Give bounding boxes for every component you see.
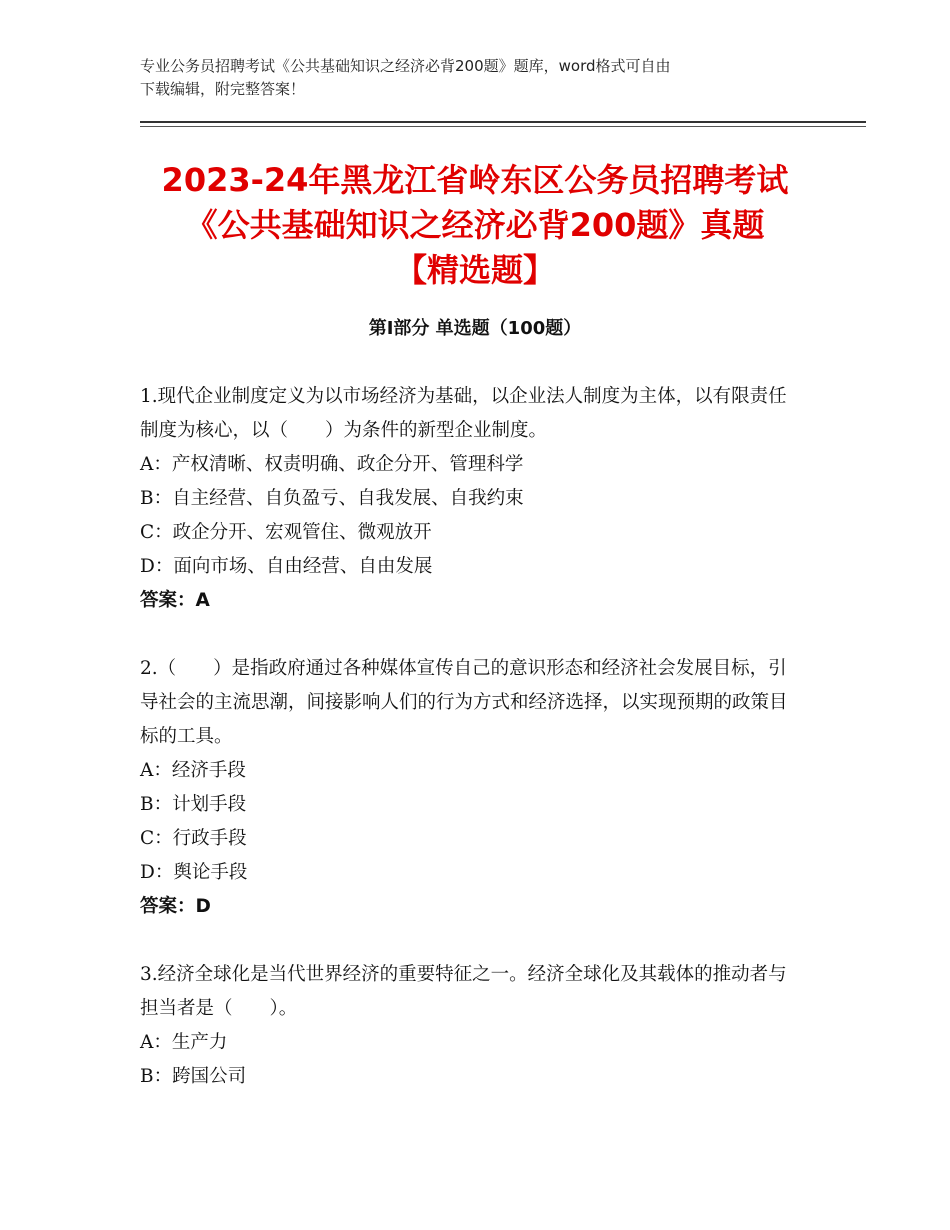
question-stem: 1.现代企业制度定义为以市场经济为基础，以企业法人制度为主体，以有限责任制度为核心，以（ ）为条件的新型企业制度。 bbox=[140, 386, 787, 441]
option-a: A：生产力 bbox=[140, 1032, 228, 1053]
answer-label: 答案：D bbox=[140, 896, 211, 917]
option-b: B：自主经营、自负盈亏、自我发展、自我约束 bbox=[140, 488, 524, 509]
header-note: 专业公务员招聘考试《公共基础知识之经济必背200题》题库，word格式可自由 下载编辑，附完整答案！ bbox=[140, 57, 671, 98]
title-line: 【精选题】 bbox=[394, 251, 555, 289]
option-a: A：产权清晰、权责明确、政企分开、管理科学 bbox=[140, 454, 524, 475]
option-d: D：舆论手段 bbox=[140, 862, 248, 883]
header-divider-thick bbox=[140, 121, 866, 123]
option-a: A：经济手段 bbox=[140, 760, 246, 781]
answer-label: 答案：A bbox=[140, 590, 210, 611]
option-c: C：政企分开、宏观管住、微观放开 bbox=[140, 522, 432, 543]
section-title: 第Ⅰ部分 单选题（100题） bbox=[368, 318, 582, 339]
document-title bbox=[120, 158, 830, 293]
question-stem: 2.（ ）是指政府通过各种媒体宣传自己的意识形态和经济社会发展目标，引导社会的主流思潮，间接影响人们的行为方式和经济选择，以实现预期的政策目标的工具。 bbox=[140, 658, 788, 747]
question-stem: 3.经济全球化是当代世界经济的重要特征之一。经济全球化及其载体的推动者与担当者是（ ）。 bbox=[140, 964, 787, 1019]
question-3 bbox=[140, 958, 800, 1094]
question-1 bbox=[140, 380, 800, 618]
header-divider-thin bbox=[140, 126, 866, 127]
title-line: 《公共基础知识之经济必背200题》真题 bbox=[185, 206, 765, 244]
title-line: 2023-24年黑龙江省岭东区公务员招聘考试 bbox=[161, 161, 789, 199]
question-2 bbox=[140, 652, 800, 924]
option-c: C：行政手段 bbox=[140, 828, 247, 849]
option-b: B：跨国公司 bbox=[140, 1066, 247, 1087]
option-b: B：计划手段 bbox=[140, 794, 247, 815]
option-d: D：面向市场、自由经营、自由发展 bbox=[140, 556, 433, 577]
question-list bbox=[140, 380, 800, 1128]
